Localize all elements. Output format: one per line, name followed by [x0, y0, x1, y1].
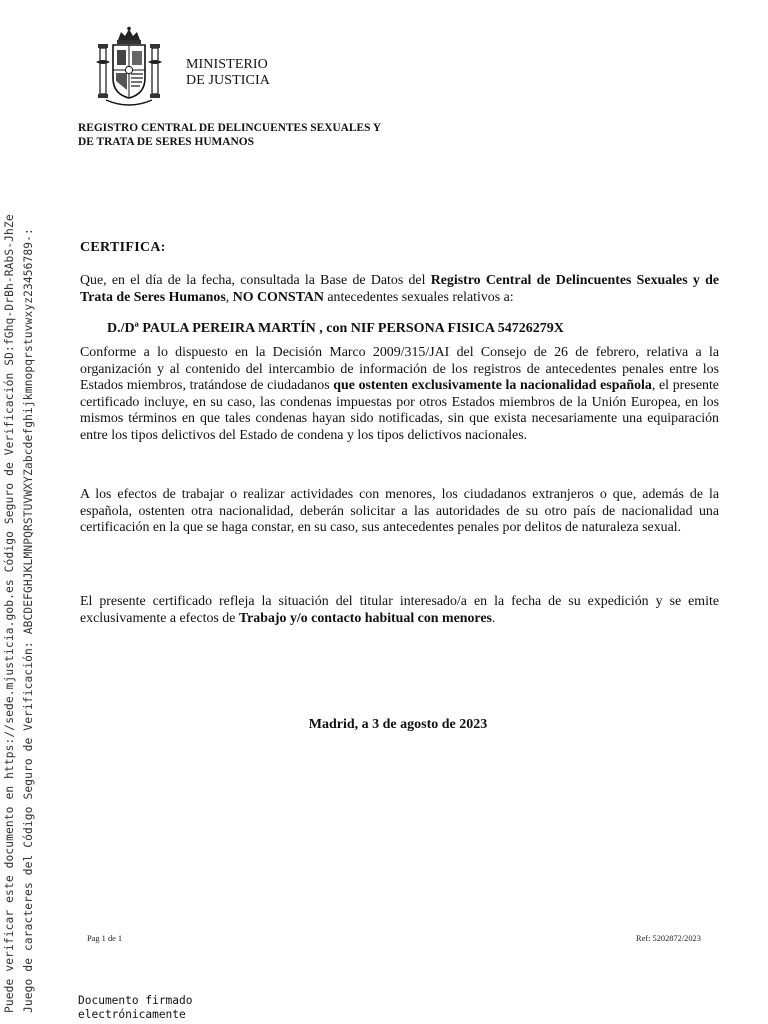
paragraph-database-query: [80, 273, 719, 306]
registry-line-1: REGISTRO CENTRAL DE DELINCUENTES SEXUALES Y: [78, 122, 382, 134]
signed-line-1: Documento firmado: [78, 994, 193, 1007]
subject-identification: [107, 321, 564, 337]
p2-text-2: , el presente certificado incluye, en su caso, las condenas impuestas por otros Estados miembros de la Unión Europea, en los mismos términos en que tales condenas hayan sido notificadas, sin que exista necesariamente una equiparación entre los tipos delictivos del Estado de condena y los tipos delictivos nacionales.: [80, 378, 719, 443]
paragraph-purpose: [80, 594, 719, 627]
p1-text-1: Que, en el día de la fecha, consultada la Base de Datos del: [80, 273, 431, 288]
p4-text-1: El presente certificado refleja la situación del titular interesado/a en la fecha de su expedición y se emite exclusivamente a efectos de: [80, 594, 719, 626]
page-number: Pag 1 de 1: [87, 934, 123, 943]
p4-purpose-bold: Trabajo y/o contacto habitual con menores: [238, 610, 492, 626]
certifies-heading: CERTIFICA:: [80, 240, 166, 255]
registry-name: [78, 121, 381, 149]
p1-registry-bold: Registro Central de Delincuentes Sexuales y de Trata de Seres Humanos: [80, 273, 719, 305]
p1-text-3: antecedentes sexuales relativos a:: [323, 289, 514, 305]
electronic-signature-note: [78, 994, 193, 1022]
subject-nif: , con NIF PERSONA FISICA 54726279X: [315, 321, 564, 336]
ministry-name: [186, 57, 270, 89]
reference-number: Ref: 5202872/2023: [636, 934, 701, 943]
registry-line-2: DE TRATA DE SERES HUMANOS: [78, 136, 254, 148]
verification-url-strip: Puede verificar este documento en https://sede.mjusticia.gob.es Código Seguro de Verificación SD:fGhq-DrBh-RAbS-JhZe: [3, 214, 16, 1013]
ministry-line-2: DE JUSTICIA: [186, 73, 270, 88]
paragraph-foreign-nationals: A los efectos de trabajar o realizar actividades con menores, los ciudadanos extranjeros o que, además de la española, ostenten otra nacionalidad, deberán solicitar a las autoridades de su otro país de nacionalidad una certificación en la que se haga constar, en su caso, sus antecedentes penales por delitos de naturaleza sexual.: [80, 487, 719, 535]
ministry-line-1: MINISTERIO: [186, 57, 268, 72]
spanish-coat-of-arms-icon: [96, 26, 162, 110]
subject-name: PAULA PEREIRA MARTÍN: [142, 321, 316, 336]
place-and-date: Madrid, a 3 de agosto de 2023: [308, 717, 488, 732]
subject-prefix: D./Dª: [107, 321, 143, 336]
p2-text-1: Conforme a lo dispuesto en la Decisión Marco 2009/315/JAI del Consejo de 26 de febrero, relativa a la organización y al contenido del intercambio de información de los registros de antecedentes penales entre los Estados miembros, tratándose de ciudadanos: [80, 345, 719, 393]
p2-nationality-bold: que ostenten exclusivamente la nacionalidad española: [333, 378, 652, 393]
p4-text-2: .: [491, 610, 496, 626]
p1-no-records-bold: NO CONSTAN: [232, 289, 324, 305]
p1-text-2: ,: [225, 289, 233, 305]
signed-line-2: electrónicamente: [78, 1008, 186, 1021]
paragraph-eu-framework: [80, 345, 719, 444]
verification-charset-strip: Juego de caracteres del Código Seguro de Verificación: ABCDEFGHJKLMNPQRSTUVWXYZabcdefghijkmnopqrstuvwxyz23456789-:: [22, 228, 35, 1013]
